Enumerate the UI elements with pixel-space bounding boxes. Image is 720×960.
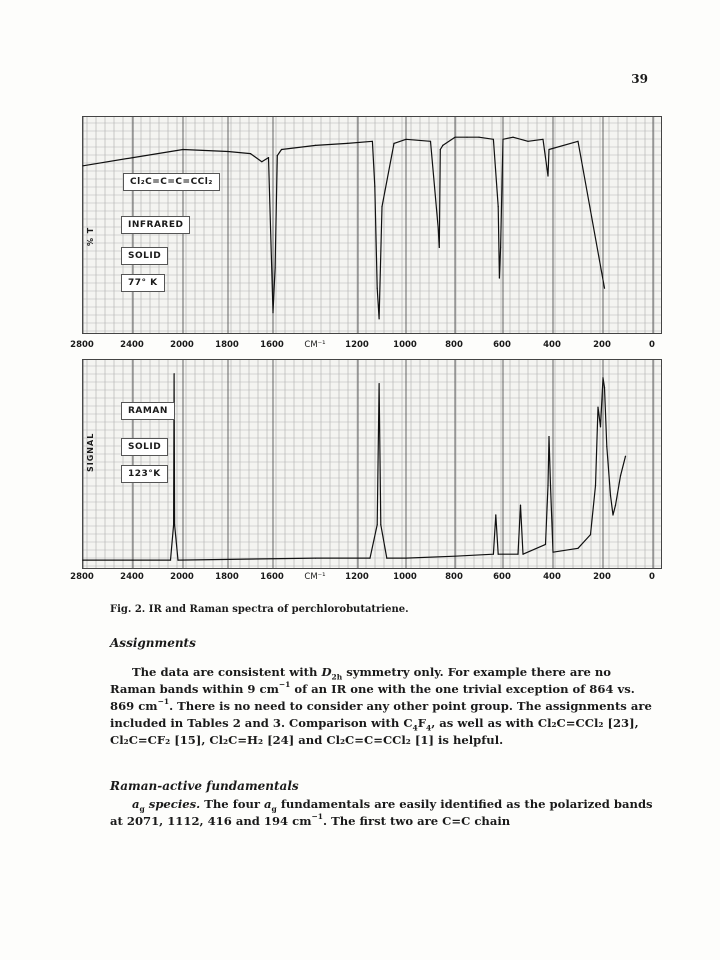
raman-data-point — [595, 485, 596, 486]
ir-data-point — [281, 149, 282, 150]
ir-data-point — [454, 137, 455, 138]
raman-data-point — [610, 495, 611, 496]
ir-data-point — [405, 139, 406, 140]
ir-axis-unit: CM⁻¹ — [304, 340, 326, 350]
ir-data-point — [478, 137, 479, 138]
raman-tick-label: 1000 — [393, 572, 417, 582]
section-heading-raman-active: Raman-active fundamentals — [110, 779, 299, 793]
para2-subscript-g2: g — [271, 804, 277, 814]
ir-data-point — [82, 165, 83, 166]
raman-data-point — [602, 377, 603, 378]
ir-data-point — [347, 143, 348, 144]
raman-tick-label: 2800 — [70, 572, 94, 582]
raman-data-point — [550, 485, 551, 486]
paragraph-raman-active — [110, 796, 655, 830]
raman-data-point — [493, 554, 494, 555]
ir-data-point — [393, 143, 394, 144]
raman-tick-label: 1200 — [345, 572, 369, 582]
ir-data-point — [577, 141, 578, 142]
ir-data-point — [442, 145, 443, 146]
ir-data-point — [275, 267, 276, 268]
raman-tick-label: 400 — [543, 572, 561, 582]
para2-text-4: . The first two are C=C chain — [323, 814, 511, 828]
raman-tick-label: 200 — [593, 572, 611, 582]
ir-tick-label: 200 — [593, 340, 611, 350]
ir-data-point — [498, 206, 499, 207]
raman-data-point — [170, 560, 171, 561]
ir-data-point — [466, 137, 467, 138]
para1-text-1: The data are consistent with — [132, 665, 322, 679]
raman-data-point — [517, 554, 518, 555]
ir-spectrum-chart — [82, 116, 662, 334]
ir-technique-label: INFRARED — [121, 216, 190, 234]
raman-data-point — [612, 514, 613, 515]
section-heading-assignments: Assignments — [110, 636, 196, 650]
raman-data-point — [386, 558, 387, 559]
para1-subscript-f: 4 — [426, 723, 432, 733]
para2-subscript-g: g — [139, 804, 145, 814]
ir-data-point — [499, 277, 500, 278]
raman-tick-label: 600 — [493, 572, 511, 582]
page-number: 39 — [631, 72, 648, 86]
raman-axis-unit: CM⁻¹ — [304, 572, 326, 582]
para1-text-5: F — [417, 716, 426, 730]
raman-data-point — [606, 446, 607, 447]
raman-data-point — [369, 558, 370, 559]
raman-data-point — [377, 524, 378, 525]
ir-data-point — [277, 155, 278, 156]
ir-tick-label: 600 — [493, 340, 511, 350]
raman-data-point — [547, 485, 548, 486]
raman-data-point — [625, 456, 626, 457]
ir-data-point — [548, 149, 549, 150]
para2-symbol-a2: a — [264, 797, 272, 811]
raman-data-point — [502, 554, 503, 555]
para1-text-3: of an IR one with the one trivial exception of 864 vs. 869 cm — [110, 682, 635, 713]
ir-data-point — [268, 157, 269, 158]
ir-data-point — [527, 141, 528, 142]
ir-data-point — [500, 247, 501, 248]
para1-subscript-c: 4 — [412, 723, 418, 733]
ir-tick-label: 0 — [649, 340, 655, 350]
raman-data-point — [548, 436, 549, 437]
para1-superscript-2: −1 — [157, 697, 170, 707]
para1-text-6: , as well as with Cl₂C=CCl₂ [23], Cl₂C=CF₂ [15], Cl₂C=H₂ [24] and Cl₂C=C=CCl₂ [1] is helpful. — [110, 716, 639, 747]
raman-spectrum-plot — [83, 360, 661, 568]
raman-data-point — [520, 505, 521, 506]
raman-data-point — [498, 554, 499, 555]
ir-data-point — [272, 312, 273, 313]
ir-data-point — [372, 141, 373, 142]
ir-data-point — [439, 247, 440, 248]
ir-data-point — [438, 226, 439, 227]
ir-tick-label: 400 — [543, 340, 561, 350]
paragraph-assignments — [110, 664, 655, 749]
raman-data-point — [615, 505, 616, 506]
raman-state-label: SOLID — [121, 438, 168, 456]
ir-data-point — [493, 139, 494, 140]
ir-data-point — [430, 141, 431, 142]
ir-data-point — [381, 206, 382, 207]
para2-text-3: fundamentals are easily identified as the polarized bands at 2071, 1112, 416 and 194 cm — [110, 797, 653, 828]
para2-species-label: species. — [144, 797, 201, 811]
para1-superscript-1: −1 — [278, 680, 291, 690]
raman-tick-label: 1800 — [215, 572, 239, 582]
ir-tick-label: 1600 — [260, 340, 284, 350]
ir-data-point — [132, 157, 133, 158]
ir-data-point — [261, 161, 262, 162]
raman-data-point — [600, 426, 601, 427]
raman-data-point — [604, 387, 605, 388]
ir-tick-label: 1200 — [345, 340, 369, 350]
raman-data-point — [174, 373, 175, 374]
raman-tick-label: 0 — [649, 572, 655, 582]
raman-data-point — [552, 552, 553, 553]
ir-temperature-label: 77° K — [121, 274, 165, 292]
raman-temperature-label: 123°K — [121, 465, 168, 483]
para1-subscript-2h: 2h — [331, 672, 343, 682]
ir-data-point — [440, 149, 441, 150]
ir-y-axis-label: % T — [86, 226, 95, 246]
ir-tick-label: 1800 — [215, 340, 239, 350]
raman-data-point — [495, 514, 496, 515]
raman-tick-label: 1600 — [260, 572, 284, 582]
ir-data-point — [542, 139, 543, 140]
raman-data-point — [590, 534, 591, 535]
raman-x-axis-ticks — [70, 572, 682, 586]
ir-state-label: SOLID — [121, 247, 168, 265]
ir-data-point — [377, 288, 378, 289]
raman-data-point — [379, 383, 380, 384]
para2-symbol-a: a — [132, 797, 140, 811]
para1-text-2: symmetry only. For example there are no Raman bands within 9 cm — [110, 665, 612, 696]
ir-tick-label: 1000 — [393, 340, 417, 350]
raman-data-point — [597, 407, 598, 408]
raman-data-point — [174, 524, 175, 525]
raman-data-point — [522, 554, 523, 555]
ir-data-point — [250, 153, 251, 154]
ir-data-point — [547, 175, 548, 176]
ir-data-point — [227, 151, 228, 152]
figure-caption: Fig. 2. IR and Raman spectra of perchlorobutatriene. — [110, 604, 409, 615]
para2-superscript: −1 — [311, 812, 323, 822]
ir-x-axis-ticks — [70, 340, 682, 354]
raman-tick-label: 800 — [445, 572, 463, 582]
raman-y-axis-label: SIGNAL — [86, 432, 95, 472]
ir-data-point — [182, 149, 183, 150]
ir-tick-label: 2400 — [120, 340, 144, 350]
ir-tick-label: 800 — [445, 340, 463, 350]
raman-technique-label: RAMAN — [121, 402, 175, 420]
raman-data-point — [315, 558, 316, 559]
raman-data-point — [82, 560, 83, 561]
raman-spectrum-chart — [82, 359, 662, 569]
raman-tick-label: 2400 — [120, 572, 144, 582]
para1-symbol-d: D — [321, 665, 332, 679]
raman-tick-label: 2000 — [170, 572, 194, 582]
raman-data-point — [380, 524, 381, 525]
para2-text-2: The four — [200, 797, 265, 811]
para1-text-4: . There is no need to consider any other point group. The assignments are included in Tables 2 and 3. Comparison with C — [110, 699, 652, 730]
raman-data-point — [577, 548, 578, 549]
ir-tick-label: 2000 — [170, 340, 194, 350]
raman-data-point — [177, 560, 178, 561]
raman-data-point — [620, 475, 621, 476]
ir-data-point — [502, 139, 503, 140]
raman-data-point — [405, 558, 406, 559]
raman-data-point — [454, 556, 455, 557]
ir-data-point — [604, 288, 605, 289]
ir-data-point — [374, 186, 375, 187]
raman-data-point — [545, 544, 546, 545]
ir-data-point — [379, 318, 380, 319]
ir-data-point — [315, 145, 316, 146]
ir-data-point — [512, 137, 513, 138]
ir-formula-label: Cl₂C=C=C=CCl₂ — [123, 173, 220, 191]
ir-tick-label: 2800 — [70, 340, 94, 350]
